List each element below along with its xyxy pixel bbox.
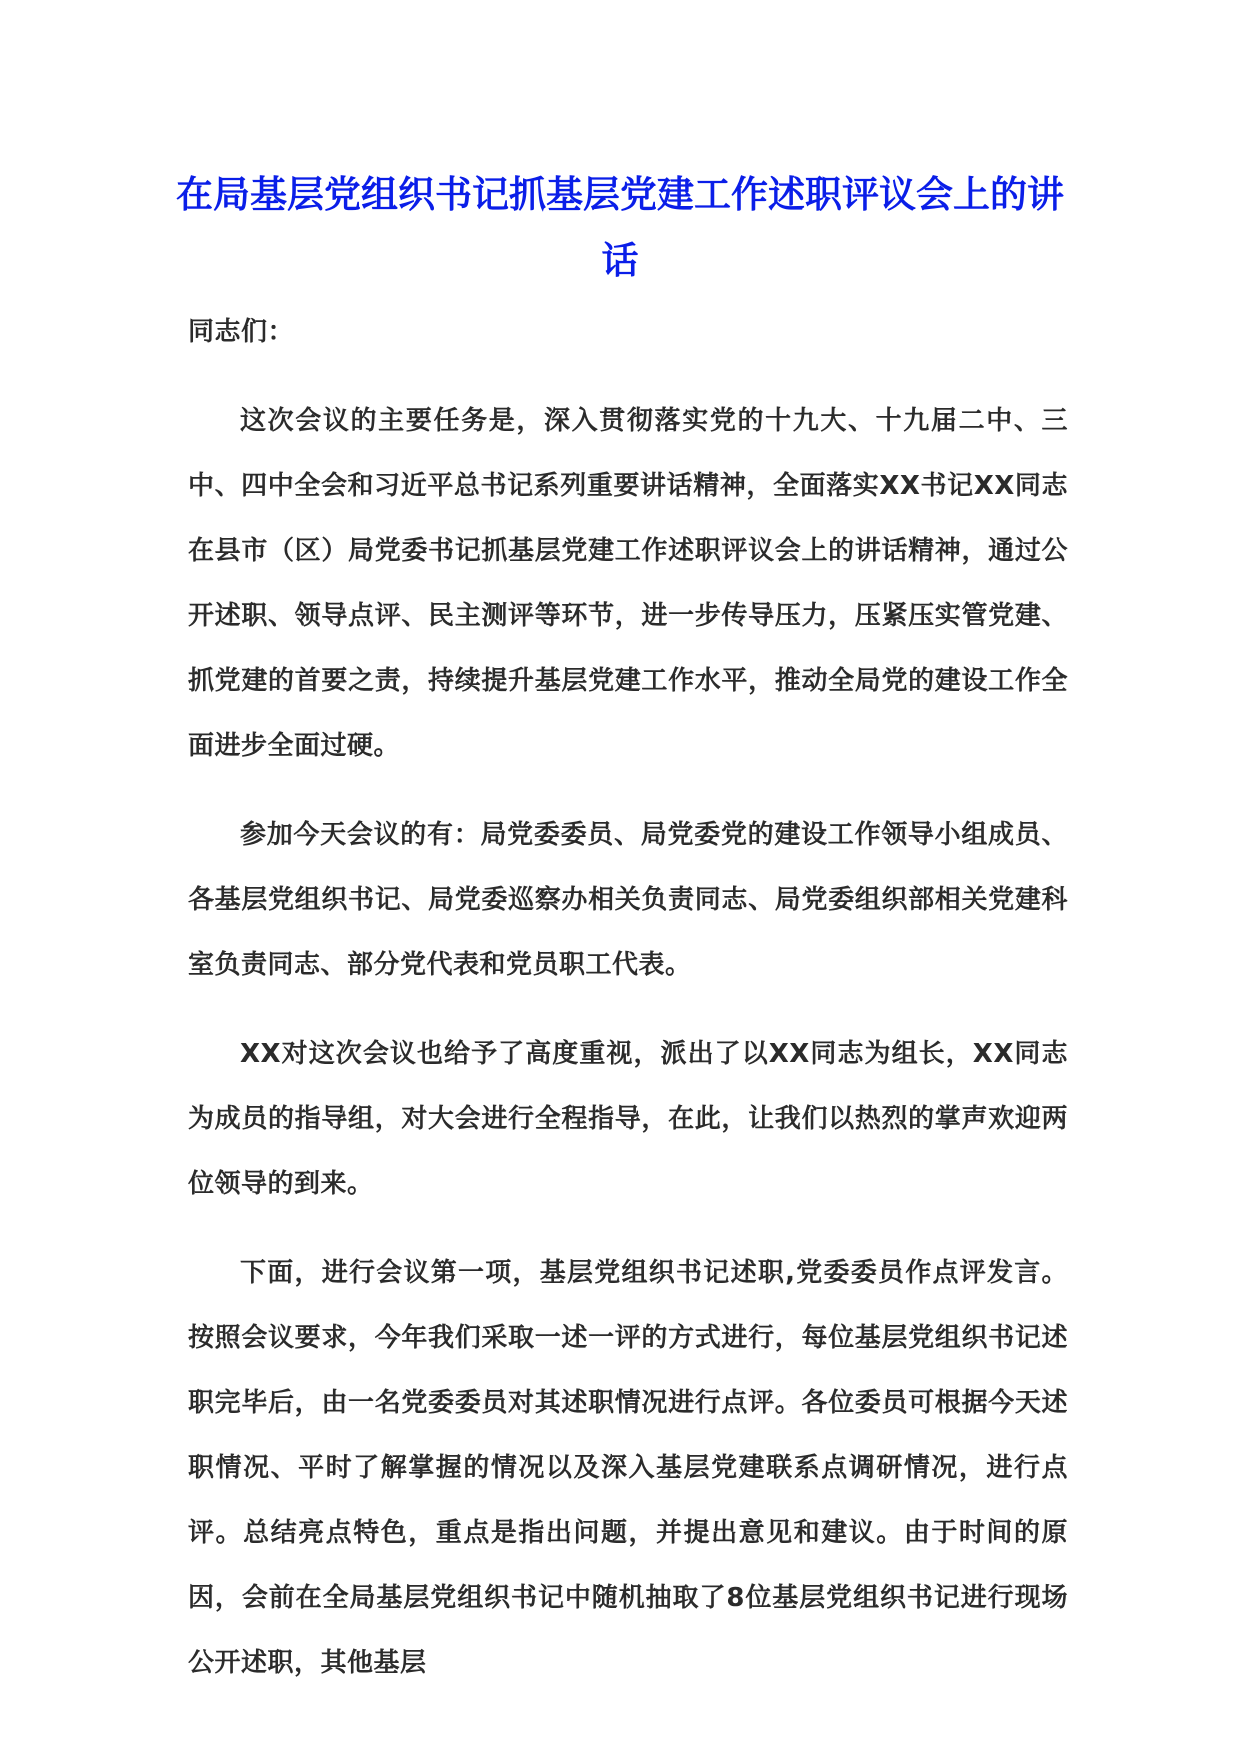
- document-body: [188, 300, 1068, 1720]
- salutation: 同志们：: [188, 317, 295, 347]
- paragraph-2: 参加今天会议的有：局党委委员、局党委党的建设工作领导小组成员、各基层党组织书记、局党委巡察办相关负责同志、局党委组织部相关党建科室负责同志、部分党代表和党员职工代表。: [188, 820, 1068, 980]
- paragraph-1: 这次会议的主要任务是，深入贯彻落实党的十九大、十九届二中、三中、四中全会和习近平总书记系列重要讲话精神，全面落实XX书记XX同志在县市（区）局党委书记抓基层党建工作述职评议会上的讲话精神，通过公开述职、领导点评、民主测评等环节，进一步传导压力，压紧压实管党建、抓党建的首要之责，持续提升基层党建工作水平，推动全局党的建设工作全面进步全面过硬。: [188, 406, 1068, 761]
- document-title: 在局基层党组织书记抓基层党建工作述职评议会上的讲话: [176, 173, 1064, 282]
- paragraph-4: 下面，进行会议第一项，基层党组织书记述职,党委委员作点评发言。按照会议要求，今年我们采取一述一评的方式进行，每位基层党组织书记述职完毕后，由一名党委委员对其述职情况进行点评。各位委员可根据今天述职情况、平时了解掌握的情况以及深入基层党建联系点调研情况，进行点评。总结亮点特色，重点是指出问题，并提出意见和建议。由于时间的原因，会前在全局基层党组织书记中随机抽取了8位基层党组织书记进行现场公开述职，其他基层: [188, 1258, 1068, 1678]
- paragraph-3: XX对这次会议也给予了高度重视，派出了以XX同志为组长，XX同志为成员的指导组，对大会进行全程指导，在此，让我们以热烈的掌声欢迎两位领导的到来。: [188, 1039, 1068, 1199]
